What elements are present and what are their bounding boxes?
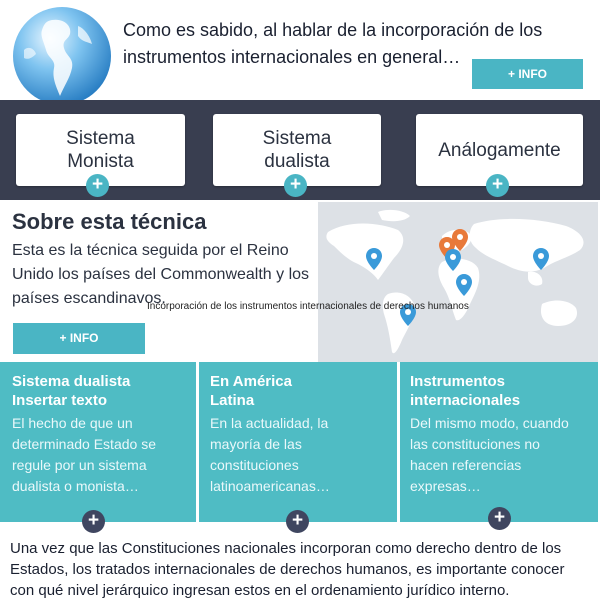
globe-icon <box>12 6 112 106</box>
column-text: Del mismo modo, cuando las constituciones no hacen referencias expresas… <box>410 415 569 494</box>
header-info-button[interactable]: + INFO <box>472 59 583 89</box>
plus-icon[interactable]: + <box>284 174 307 197</box>
plus-icon[interactable]: + <box>82 510 105 533</box>
section-title: Sobre esta técnica <box>12 209 207 234</box>
column-title: Instrumentos internacionales <box>410 373 521 409</box>
header <box>0 0 600 100</box>
intro-text: Como es sabido, al hablar de la incorporación de los instrumentos internacionales en general… <box>123 20 543 67</box>
card-label: Sistema dualista <box>262 128 332 172</box>
topics-band <box>0 100 600 200</box>
footer-paragraph: Una vez que las Constituciones nacionales incorporan como derecho dentro de los Estados, los tratados internacionales de derechos humanos, es importante conocer con qué nivel jerárquico ingresan estos en el ordenamiento jurídico interno. <box>10 540 565 599</box>
column-text: En la actualidad, la mayoría de las constituciones latinoamericanas… <box>210 415 330 494</box>
column-title: En América Latina <box>210 373 292 409</box>
about-section <box>0 200 600 362</box>
column-text: El hecho de que un determinado Estado se regule por un sistema dualista o monista… <box>12 415 156 494</box>
about-info-button[interactable]: + INFO <box>13 323 145 354</box>
plus-icon[interactable]: + <box>286 510 309 533</box>
plus-icon[interactable]: + <box>486 174 509 197</box>
column-instrumentos <box>400 362 598 522</box>
plus-icon[interactable]: + <box>488 507 511 530</box>
info-columns <box>0 362 600 531</box>
column-america-latina <box>199 362 397 522</box>
card-label: Análogamente <box>438 139 561 161</box>
world-map-graphic <box>318 202 598 362</box>
world-map-icon <box>318 202 598 362</box>
section-text: Esta es la técnica seguida por el Reino Unido los países del Commonwealth y los países escandinavos. <box>12 242 310 307</box>
map-caption: Incorporación de los instrumentos internacionales de derechos humanos <box>147 301 469 312</box>
plus-icon[interactable]: + <box>86 174 109 197</box>
column-sistema-dualista <box>0 362 196 522</box>
column-title: Sistema dualista Insertar texto <box>12 373 131 409</box>
card-label: Sistema Monista <box>66 128 135 172</box>
